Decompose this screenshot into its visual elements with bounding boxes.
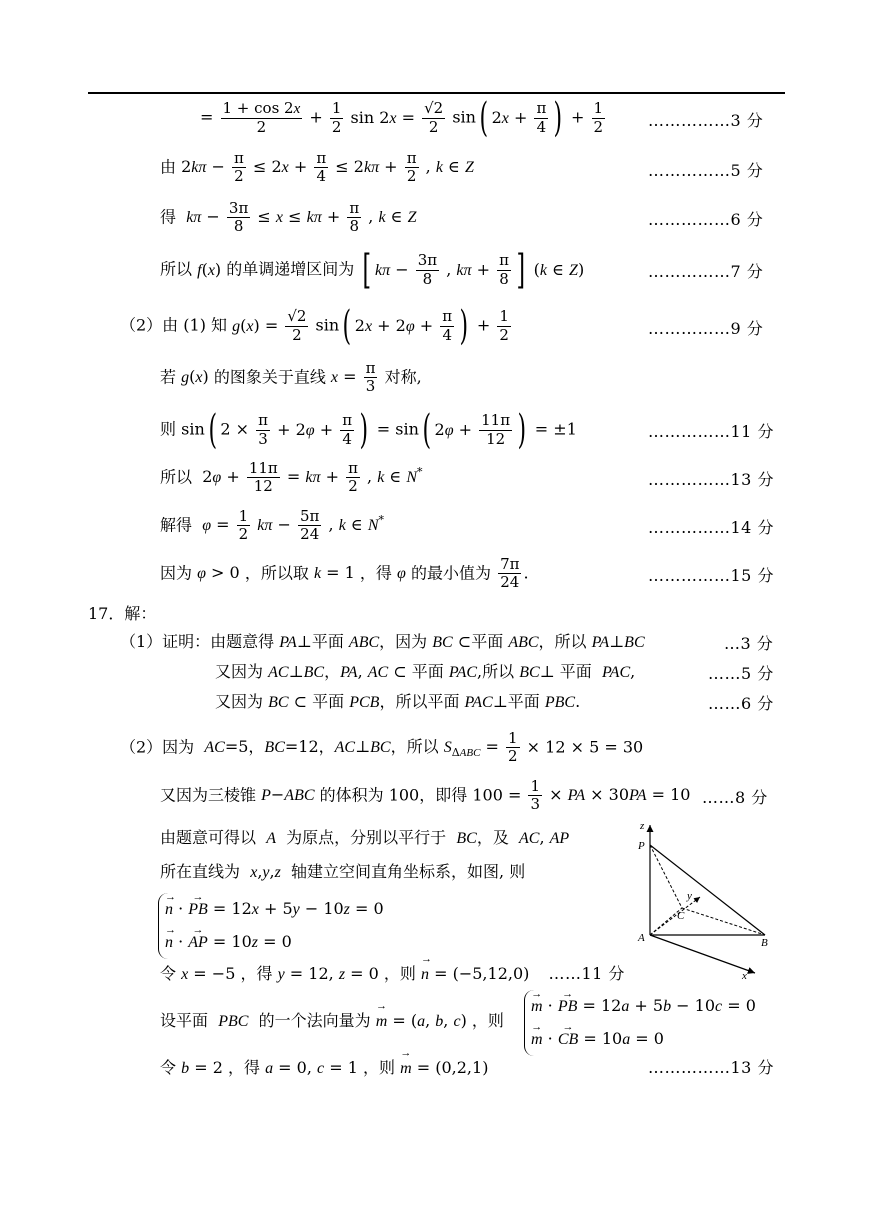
header-rule	[88, 92, 785, 94]
label-y: y	[687, 890, 692, 902]
score-15: ……………15 分	[648, 566, 774, 585]
p17-line-7: 所在直线为 x,y,z 轴建立空间直角坐标系，如图, 则	[160, 862, 526, 881]
eq-line-4: 所以 f(x) 的单调递增区间为 [ kπ − $\frac{3\pi}{8}$ , kπ + $\frac{\pi}{8}$ ] (k ∈ Z)	[160, 247, 585, 293]
label-z: z	[640, 820, 645, 832]
label-de: 得	[160, 207, 177, 227]
score-p17-6: ……6 分	[708, 694, 774, 713]
pyramid-diagram	[630, 815, 780, 985]
edge-pc	[650, 845, 682, 908]
label-ze: 则	[160, 419, 177, 439]
label-minval: 的最小值为	[410, 563, 491, 583]
p17-line-1: （1）证明：由题意得 PA⊥平面 ABC，因为 BC ⊂平面 ABC，所以 PA⊥BC	[120, 632, 645, 651]
label-suoyi-2: 所以	[160, 467, 193, 487]
label-p1a: （1）证明：由题意得	[120, 632, 275, 651]
label-p1c: ，因为	[379, 632, 428, 651]
score-p17-13: ……………13 分	[648, 1058, 774, 1077]
score-6: ……………6 分	[648, 210, 764, 229]
label-b: B	[761, 937, 768, 949]
label-she-b: 的一个法向量为	[258, 1011, 371, 1030]
label-image-sym: 的图象关于直线	[213, 367, 326, 387]
p17-system-2: → m · → PB = 12a + 5b − 10c = 0 → m · → CB = 10a = 0	[524, 990, 756, 1056]
y-axis	[650, 897, 700, 935]
p17-line-2: 又因为 AC⊥BC，PA, AC ⊂ 平面 PAC,所以 BC⊥ 平面 PAC,	[215, 662, 636, 681]
p17-line-10: 令 b = 2 ，得 a = 0, c = 1 ，则 → m = (0,2,1)	[160, 1060, 488, 1077]
score-13: ……………13 分	[648, 470, 774, 489]
label-jiede: 解得	[160, 515, 193, 535]
label-coord1c: ，及	[476, 828, 509, 847]
p17-line-5: 又因为三棱锥 P−ABC 的体积为 100，即得 100 = $\frac{1}{3}$ × PA × 30PA = 10	[160, 777, 691, 814]
label-p1d: ，所以	[538, 632, 587, 651]
eq-line-5: （2）由 (1) 知 g(x) = $\frac{√2}{2}$ sin( 2x + 2φ + $\frac{\pi}{4}$ ) + $\frac{1}{2}$	[120, 303, 509, 349]
q17-heading: 17．解：	[88, 604, 157, 623]
label-c: C	[677, 910, 685, 922]
eq-line-9: 解得 φ = $\frac{1}{2}$ kπ − $\frac{5\pi}{24}$ , k ∈ N*	[160, 507, 384, 544]
eq-line-7: 则 sin( 2 × $\frac{\pi}{3}$ + 2φ + $\frac{\pi}{4}$ ) = sin( 2φ + $\frac{11\pi}{12}$ ) = ±1	[160, 407, 577, 453]
score-7: ……………7 分	[648, 262, 764, 281]
label-ling-1: 令	[160, 964, 177, 983]
label-de2: ，得	[359, 563, 392, 583]
label-she: 设平面	[160, 1011, 209, 1030]
label-youyinwei-2: 又因为	[215, 692, 264, 711]
label-ling-2: 令	[160, 1058, 177, 1077]
p17-line-4: （2）因为 AC=5，BC=12，AC⊥BC，所以 $S_{\Delta ABC}$ = $\frac{1}{2}$ × 12 × 5 = 30	[120, 729, 644, 766]
label-ling-1c: ，则	[383, 964, 416, 983]
label-plane-1: 平面	[311, 632, 344, 651]
label-x: x	[742, 970, 747, 982]
label-she-c: ，则	[471, 1011, 504, 1030]
label-coord2b: 轴建立空间直角坐标系，如图, 则	[291, 862, 526, 881]
label-p2c: 的体积为 100，即得	[319, 785, 468, 805]
p17-system-1: → n · → PB = 12x + 5y − 10z = 0 → n · → AP = 10z = 0	[158, 893, 384, 959]
label-coord2: 所在直线为	[160, 862, 241, 881]
label-increasing: 的单调递增区间为	[226, 259, 355, 279]
eq-line-6: 若 g(x) 的图象关于直线 x = $\frac{\pi}{3}$ 对称,	[160, 359, 422, 396]
eq-line-3: 得 kπ − $\frac{3\pi}{8}$ ≤ x ≤ kπ + $\frac{\pi}{8}$ , k ∈ Z	[160, 199, 417, 236]
edge-cb	[682, 908, 765, 935]
label-ruo: 若	[160, 367, 177, 387]
eq-line-1: = $\frac{1 + \cos 2x}{2}$ + $\frac{1}{2}$ sin 2x = $\frac{√2}{2}$ sin( 2x + $\frac{\pi}{4}$ ) + $\frac{1}{2}$	[200, 95, 604, 141]
label-plane-2: 平面	[471, 632, 504, 651]
score-5: ……………5 分	[648, 161, 764, 180]
label-coord1: 由题意可得以	[160, 828, 257, 847]
eq-line-10: 因为 φ > 0 ，所以取 k = 1 ，得 φ 的最小值为 $\frac{7\pi}{24}$ .	[160, 555, 529, 592]
label-you: 由	[160, 157, 177, 177]
label-p: P	[638, 840, 645, 852]
label-suoyi: 所以	[160, 259, 193, 279]
label-duicheng: 对称,	[384, 367, 422, 387]
label-p2b: 又因为三棱锥	[160, 785, 257, 805]
score-14: ……………14 分	[648, 518, 774, 537]
label-coord1b: 为原点，分别以平行于	[286, 828, 447, 847]
p17-line-9: 设平面 PBC 的一个法向量为 → m = (a, b, c) ，则	[160, 1013, 504, 1030]
score-3: ……………3 分	[648, 111, 764, 130]
label-yinwei: 因为	[160, 563, 193, 583]
score-p17-5: ……5 分	[708, 664, 774, 683]
label-ling-2b: ，得	[227, 1058, 260, 1077]
label-part2: （2）由 (1) 知	[120, 315, 228, 335]
label-a: A	[638, 932, 645, 944]
score-p17-11: ……11 分	[548, 964, 625, 983]
label-ling-1b: ，得	[240, 964, 273, 983]
label-suoyiqu: ，所以取	[244, 563, 309, 583]
label-p2a: （2）因为	[120, 737, 195, 757]
eq-line-8: 所以 2φ + $\frac{11\pi}{12}$ = kπ + $\frac{\pi}{2}$ , k ∈ N*	[160, 459, 423, 496]
label-youyinwei-1: 又因为	[215, 662, 264, 681]
p17-line-3: 又因为 BC ⊂ 平面 PCB，所以平面 PAC⊥平面 PBC.	[215, 692, 581, 711]
x-axis	[650, 935, 755, 973]
p17-line-6: 由题意可得以 A 为原点，分别以平行于 BC，及 AC, AP	[160, 828, 570, 847]
score-p17-8: ……8 分	[702, 788, 768, 807]
score-9: ……………9 分	[648, 319, 764, 338]
score-p17-3: …3 分	[724, 634, 774, 653]
eq-line-2: 由 2kπ − $\frac{\pi}{2}$ ≤ 2x + $\frac{\pi}{4}$ ≤ 2kπ + $\frac{\pi}{2}$ , k ∈ Z	[160, 149, 474, 186]
p17-line-8: 令 x = −5 ，得 y = 12, z = 0 ，则 → n = (−5,12,0) ……11 分	[160, 966, 625, 983]
score-11: ……………11 分	[648, 422, 774, 441]
label-ling-2c: ，则	[362, 1058, 395, 1077]
